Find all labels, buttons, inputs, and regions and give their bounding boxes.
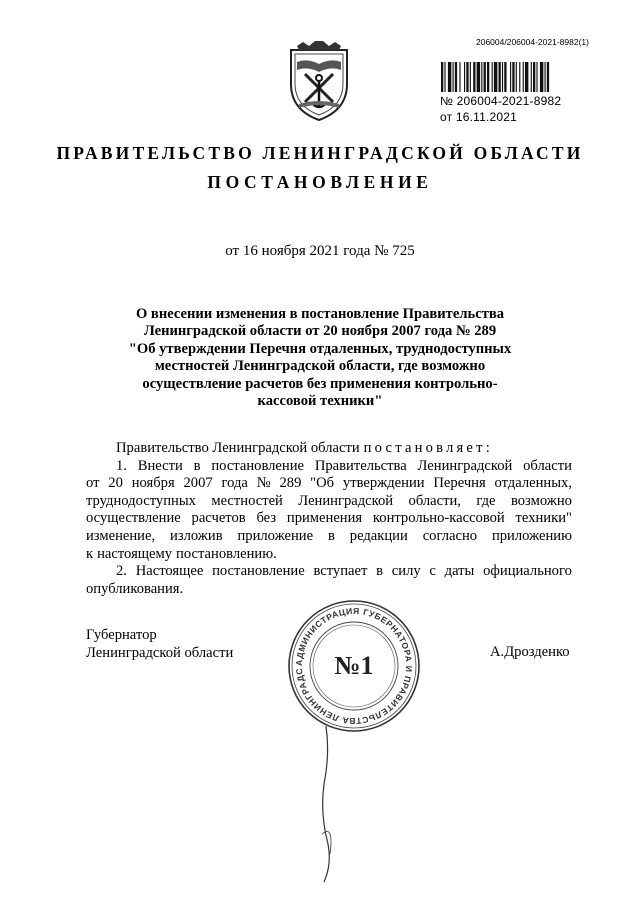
body-word: Настоящее — [135, 563, 204, 580]
body-word: официального — [483, 563, 572, 580]
body-word: возможно — [510, 492, 572, 509]
body-word: приложению — [491, 527, 572, 544]
body-word: в — [327, 527, 335, 544]
body-line — [86, 528, 572, 546]
body-word: где — [476, 492, 496, 509]
body-line — [86, 493, 572, 511]
body-word: Внести — [137, 457, 183, 474]
body-word: отдаленных, — [494, 475, 572, 492]
body-word: постановление — [211, 457, 305, 474]
barcode — [440, 62, 592, 92]
registration-number: № 206004-2021-8982 — [440, 94, 562, 108]
body-word: № — [256, 475, 271, 492]
body-word: согласно — [422, 527, 478, 544]
body-word: расчетов — [191, 510, 246, 527]
body-word: даты — [444, 563, 475, 580]
barcode-bar — [502, 62, 503, 92]
barcode-bar — [510, 62, 511, 92]
barcode-bar — [499, 62, 501, 92]
barcode-bar — [444, 62, 445, 92]
barcode-bar — [441, 62, 443, 92]
barcode-bar — [473, 62, 475, 92]
barcode-bar — [525, 62, 528, 92]
body-word: постановление — [212, 563, 305, 580]
barcode-bar — [504, 62, 506, 92]
body-word: осуществление — [86, 510, 181, 527]
body-word: от — [86, 475, 100, 492]
body-word: области, — [408, 492, 461, 509]
body-word: в — [193, 457, 201, 474]
body-word: местностей — [211, 492, 283, 509]
body-word: настоящему — [97, 545, 173, 562]
body-word: 2. — [116, 563, 127, 580]
registration-date: от 16.11.2021 — [440, 110, 518, 124]
handwritten-signature — [312, 724, 342, 884]
body-word: техники" — [515, 510, 572, 527]
preamble-line — [86, 440, 572, 458]
resolution-date-number: от 16 ноября 2021 года № 725 — [225, 243, 415, 259]
body-word: опубликования. — [86, 580, 184, 597]
signatory-name: А.Дрозденко — [490, 644, 570, 660]
barcode-bar — [512, 62, 514, 92]
title-line: "Об утверждении Перечня отдаленных, труднодоступных — [128, 340, 512, 357]
body-word: изложив — [170, 527, 223, 544]
body-word: года — [221, 475, 248, 492]
official-stamp — [286, 598, 422, 734]
body-line — [86, 510, 572, 528]
body-word: "Об — [310, 475, 335, 492]
stamp-ring-text: АДМИНИСТРАЦИЯ ГУБЕРНАТОРА И ПРАВИТЕЛЬСТВА ЛЕНИНГРАДС — [293, 605, 415, 727]
document-type-heading: ПОСТАНОВЛЕНИЕ — [207, 172, 433, 192]
government-heading: ПРАВИТЕЛЬСТВО ЛЕНИНГРАДСКОЙ ОБЛАСТИ — [56, 143, 584, 163]
preamble-verb: постановляет: — [363, 440, 493, 456]
body-word: контрольно-кассовой — [372, 510, 505, 527]
title-line: местностей Ленинградской области, где возможно — [154, 358, 486, 375]
barcode-bar — [481, 62, 482, 92]
body-word: Правительства — [314, 457, 407, 474]
barcode-bar — [464, 62, 465, 92]
resolution-title — [100, 306, 540, 410]
barcode-bar — [487, 62, 489, 92]
body-word: постановлению. — [176, 545, 277, 562]
body-word: редакции — [349, 527, 408, 544]
body-word: с — [429, 563, 436, 580]
body-word: применения — [286, 510, 363, 527]
barcode-bar — [536, 62, 537, 92]
barcode-bar — [545, 62, 546, 92]
body-line — [86, 546, 572, 564]
paragraph-1 — [86, 458, 572, 564]
body-line — [86, 581, 572, 599]
body-word: без — [256, 510, 277, 527]
stamp-center-number: №1 — [334, 651, 374, 680]
barcode-bar — [455, 62, 457, 92]
preamble-prefix: Правительство Ленинградской области — [116, 440, 360, 456]
body-word: изменение, — [86, 527, 156, 544]
resolution-body — [86, 440, 572, 598]
barcode-bar — [523, 62, 524, 92]
barcode-bar — [453, 62, 454, 92]
body-word: Ленинградской — [298, 492, 394, 509]
body-line — [86, 563, 572, 581]
signatory-position-line: Ленинградской области — [86, 644, 234, 661]
barcode-bar — [466, 62, 468, 92]
body-word: к — [86, 545, 94, 562]
barcode-bar — [459, 62, 460, 92]
barcode-bar — [448, 62, 451, 92]
body-line — [86, 475, 572, 493]
paragraph-2 — [86, 563, 572, 598]
signatory-position — [86, 627, 233, 662]
title-line: О внесении изменения в постановление Правительства — [135, 306, 505, 322]
title-line: Ленинградской области от 20 ноября 2007 года № 289 — [143, 323, 497, 340]
body-word: утверждении — [342, 475, 425, 492]
body-word: Перечня — [433, 475, 486, 492]
barcode-bar — [540, 62, 543, 92]
body-word: труднодоступных — [86, 492, 196, 509]
body-word: области — [523, 457, 572, 474]
barcode-bar — [494, 62, 497, 92]
body-word: вступает — [313, 563, 368, 580]
title-line: осуществление расчетов без применения контрольно- — [142, 375, 498, 392]
body-word: 20 — [108, 475, 123, 492]
barcode-bar — [484, 62, 486, 92]
body-word: 289 — [279, 475, 302, 492]
barcode-bar — [477, 62, 480, 92]
signatory-position-line: Губернатор — [86, 627, 157, 643]
barcode-bar — [492, 62, 493, 92]
body-word: ноября — [131, 475, 175, 492]
barcode-bar — [533, 62, 535, 92]
body-line — [86, 458, 572, 476]
barcode-bar — [470, 62, 471, 92]
barcode-bar — [516, 62, 517, 92]
body-word: 1. — [116, 457, 127, 474]
body-word: приложение — [237, 527, 314, 544]
coat-of-arms-emblem — [283, 40, 355, 124]
body-word: в — [376, 563, 384, 580]
barcode-bar — [547, 62, 549, 92]
barcode-bar — [531, 62, 532, 92]
body-word: силу — [391, 563, 421, 580]
title-line: кассовой техники" — [257, 393, 383, 410]
barcode-bar — [519, 62, 520, 92]
registration-code-top: 206004/206004-2021-8982(1) — [476, 37, 589, 47]
body-word: 2007 — [183, 475, 213, 492]
body-word: Ленинградской — [417, 457, 513, 474]
